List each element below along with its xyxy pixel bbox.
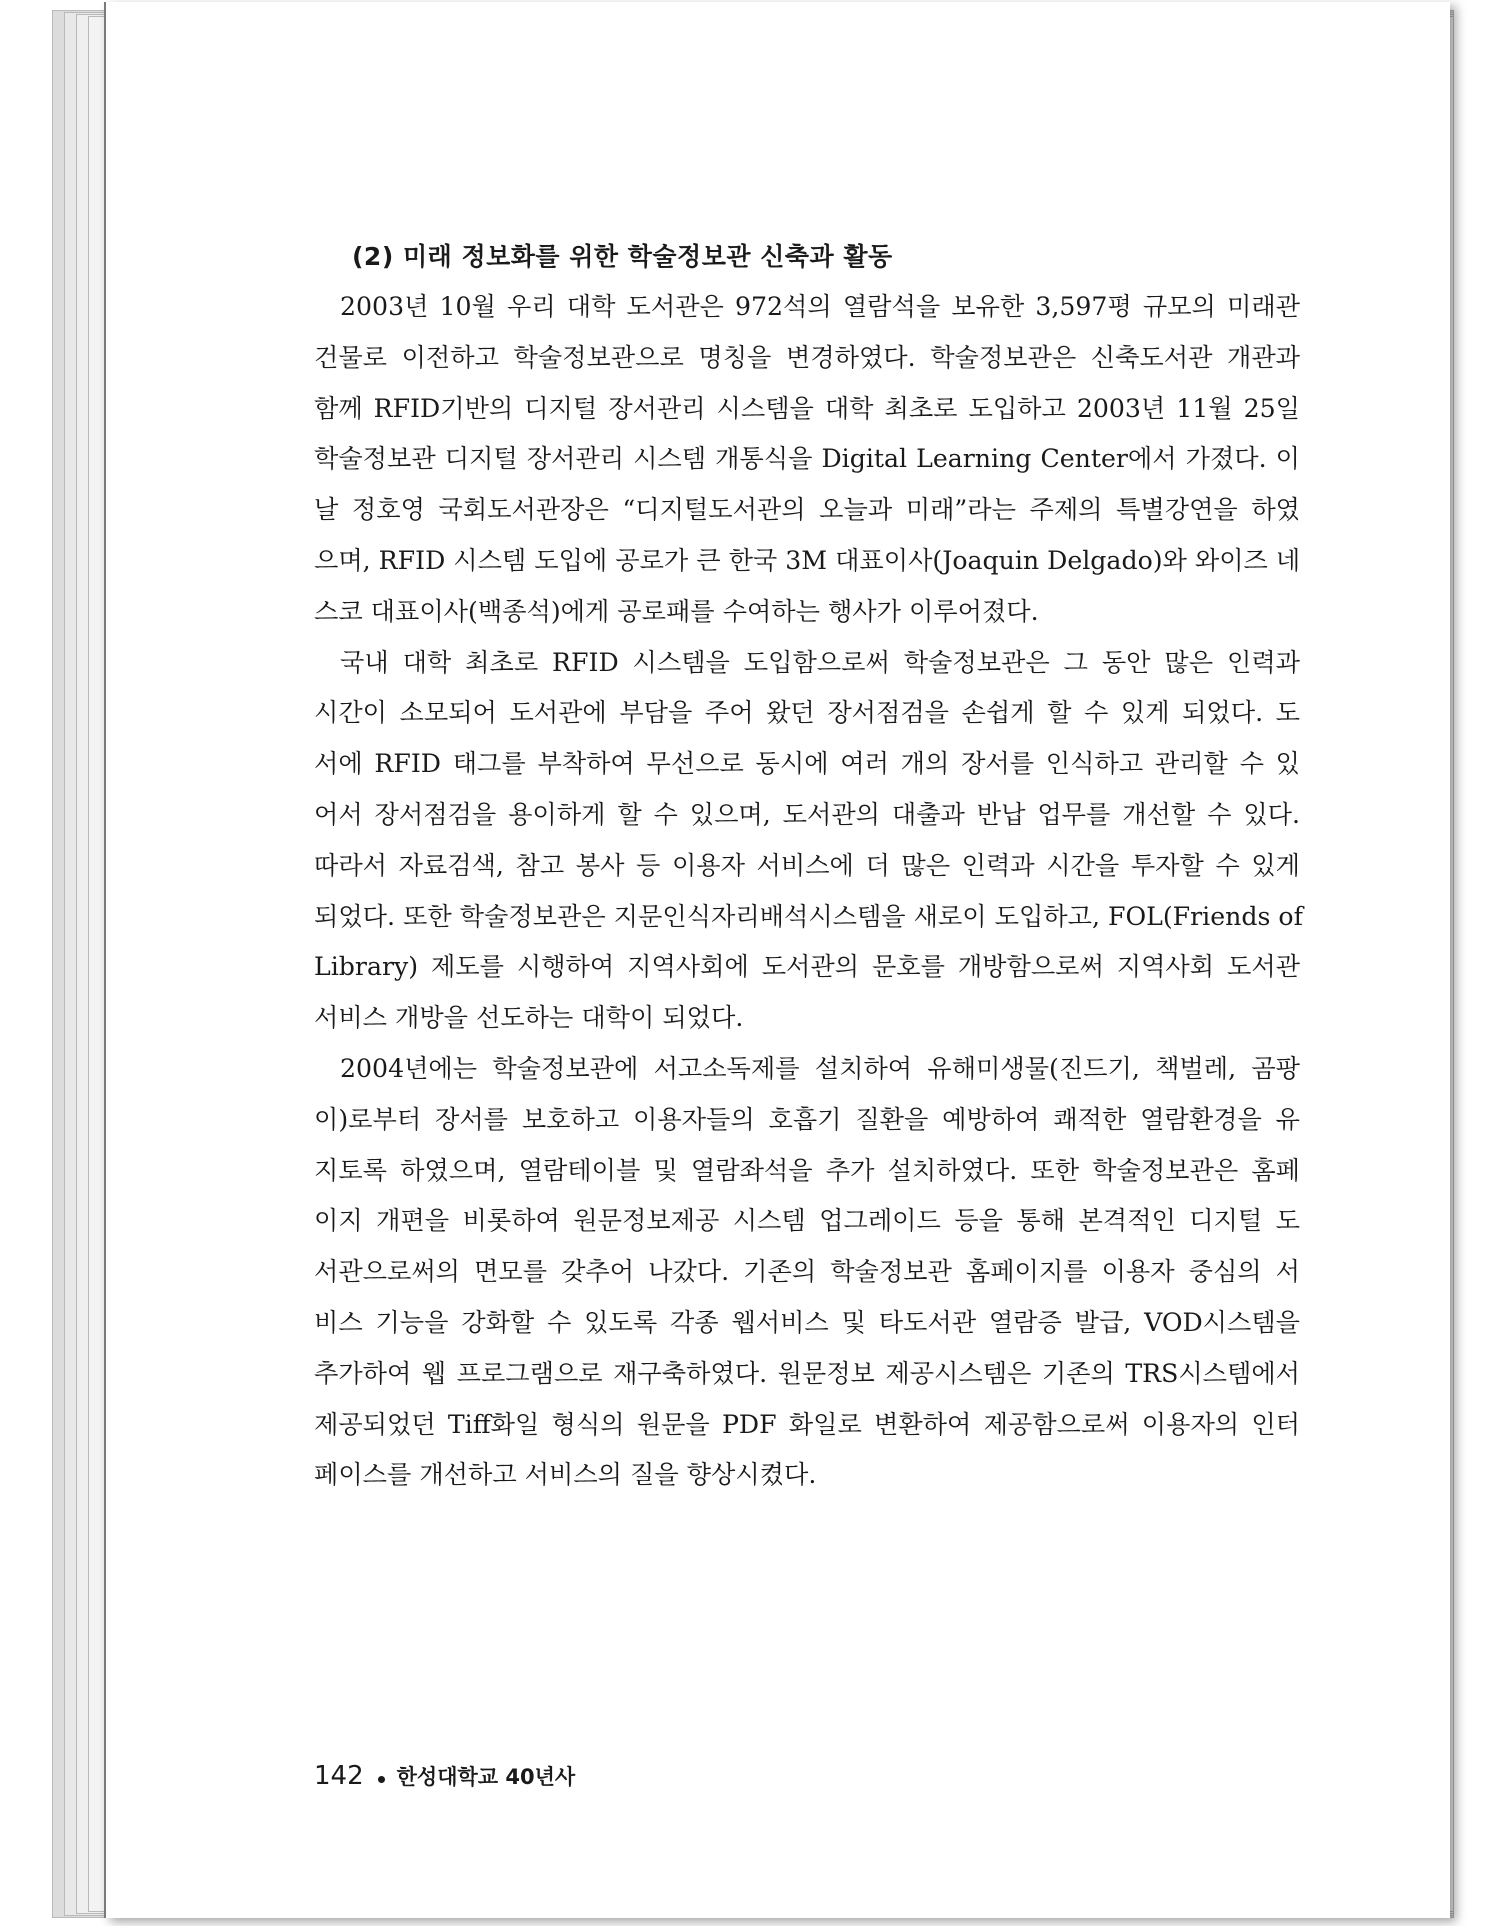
text-line: 스코 대표이사(백종석)에게 공로패를 수여하는 행사가 이루어졌다. xyxy=(314,596,1039,626)
text-line: 날 정호영 국회도서관장은 “디지털도서관의 오늘과 미래”라는 주제의 특별강연을 하였 xyxy=(314,495,1300,525)
text-line: 제공되었던 Tiff화일 형식의 원문을 PDF 화일로 변환하여 제공함으로써 이용자의 인터 xyxy=(314,1409,1300,1439)
paragraph xyxy=(314,282,1300,638)
text-line: 건물로 이전하고 학술정보관으로 명칭을 변경하였다. 학술정보관은 신축도서관 개관과 xyxy=(314,342,1300,372)
text-line: 시간이 소모되어 도서관에 부담을 주어 왔던 장서점검을 손쉽게 할 수 있게 되었다. 도 xyxy=(314,698,1300,728)
text-line: 이)로부터 장서를 보호하고 이용자들의 호흡기 질환을 예방하여 쾌적한 열람환경을 유 xyxy=(314,1104,1300,1134)
text-line: Library) 제도를 시행하여 지역사회에 도서관의 문호를 개방함으로써 지역사회 도서관 xyxy=(314,952,1300,982)
section-heading: (2) 미래 정보화를 위한 학술정보관 신축과 활동 xyxy=(352,242,893,271)
text-line: 이지 개편을 비롯하여 원문정보제공 시스템 업그레이드 등을 통해 본격적인 디지털 도 xyxy=(314,1206,1300,1236)
page-number: 142 xyxy=(314,1761,364,1791)
text-line: 되었다. 또한 학술정보관은 지문인식자리배석시스템을 새로이 도입하고, FOL(Friends of xyxy=(314,901,1303,931)
text-line: 서에 RFID 태그를 부착하여 무선으로 동시에 여러 개의 장서를 인식하고 관리할 수 있 xyxy=(314,749,1300,779)
text-line: 서비스 개방을 선도하는 대학이 되었다. xyxy=(314,1003,744,1033)
paragraph xyxy=(314,638,1303,1044)
bullet-icon xyxy=(378,1776,385,1783)
running-title: 한성대학교 40년사 xyxy=(396,1765,576,1789)
page-footer xyxy=(314,1756,575,1796)
text-line: 2003년 10월 우리 대학 도서관은 972석의 열람석을 보유한 3,597평 규모의 미래관 xyxy=(340,292,1300,321)
page-body xyxy=(314,232,1303,1501)
text-line: 학술정보관 디지털 장서관리 시스템 개통식을 Digital Learning Center에서 가졌다. 이 xyxy=(314,444,1300,474)
text-line: 2004년에는 학술정보관에 서고소독제를 설치하여 유해미생물(진드기, 책벌레, 곰팡 xyxy=(340,1053,1300,1083)
text-line: 함께 RFID기반의 디지털 장서관리 시스템을 대학 최초로 도입하고 2003년 11월 25일 xyxy=(314,393,1300,423)
text-line: 지토록 하였으며, 열람테이블 및 열람좌석을 추가 설치하였다. 또한 학술정보관은 홈페 xyxy=(314,1155,1300,1185)
paragraphs-container xyxy=(314,282,1303,1501)
text-line: 국내 대학 최초로 RFID 시스템을 도입함으로써 학술정보관은 그 동안 많은 인력과 xyxy=(340,647,1300,677)
text-line: 비스 기능을 강화할 수 있도록 각종 웹서비스 및 타도서관 열람증 발급, VOD시스템을 xyxy=(314,1307,1300,1337)
paragraph xyxy=(314,1044,1300,1501)
text-line: 서관으로써의 면모를 갖추어 나갔다. 기존의 학술정보관 홈페이지를 이용자 중심의 서 xyxy=(314,1257,1300,1287)
text-line: 페이스를 개선하고 서비스의 질을 향상시켰다. xyxy=(314,1460,817,1490)
text-line: 추가하여 웹 프로그램으로 재구축하였다. 원문정보 제공시스템은 기존의 TRS시스템에서 xyxy=(314,1358,1300,1388)
text-line: 어서 장서점검을 용이하게 할 수 있으며, 도서관의 대출과 반납 업무를 개선할 수 있다. xyxy=(314,799,1300,829)
text-line: 으며, RFID 시스템 도입에 공로가 큰 한국 3M 대표이사(Joaquin Delgado)와 와이즈 네 xyxy=(314,545,1301,575)
text-line: 따라서 자료검색, 참고 봉사 등 이용자 서비스에 더 많은 인력과 시간을 투자할 수 있게 xyxy=(314,850,1300,880)
